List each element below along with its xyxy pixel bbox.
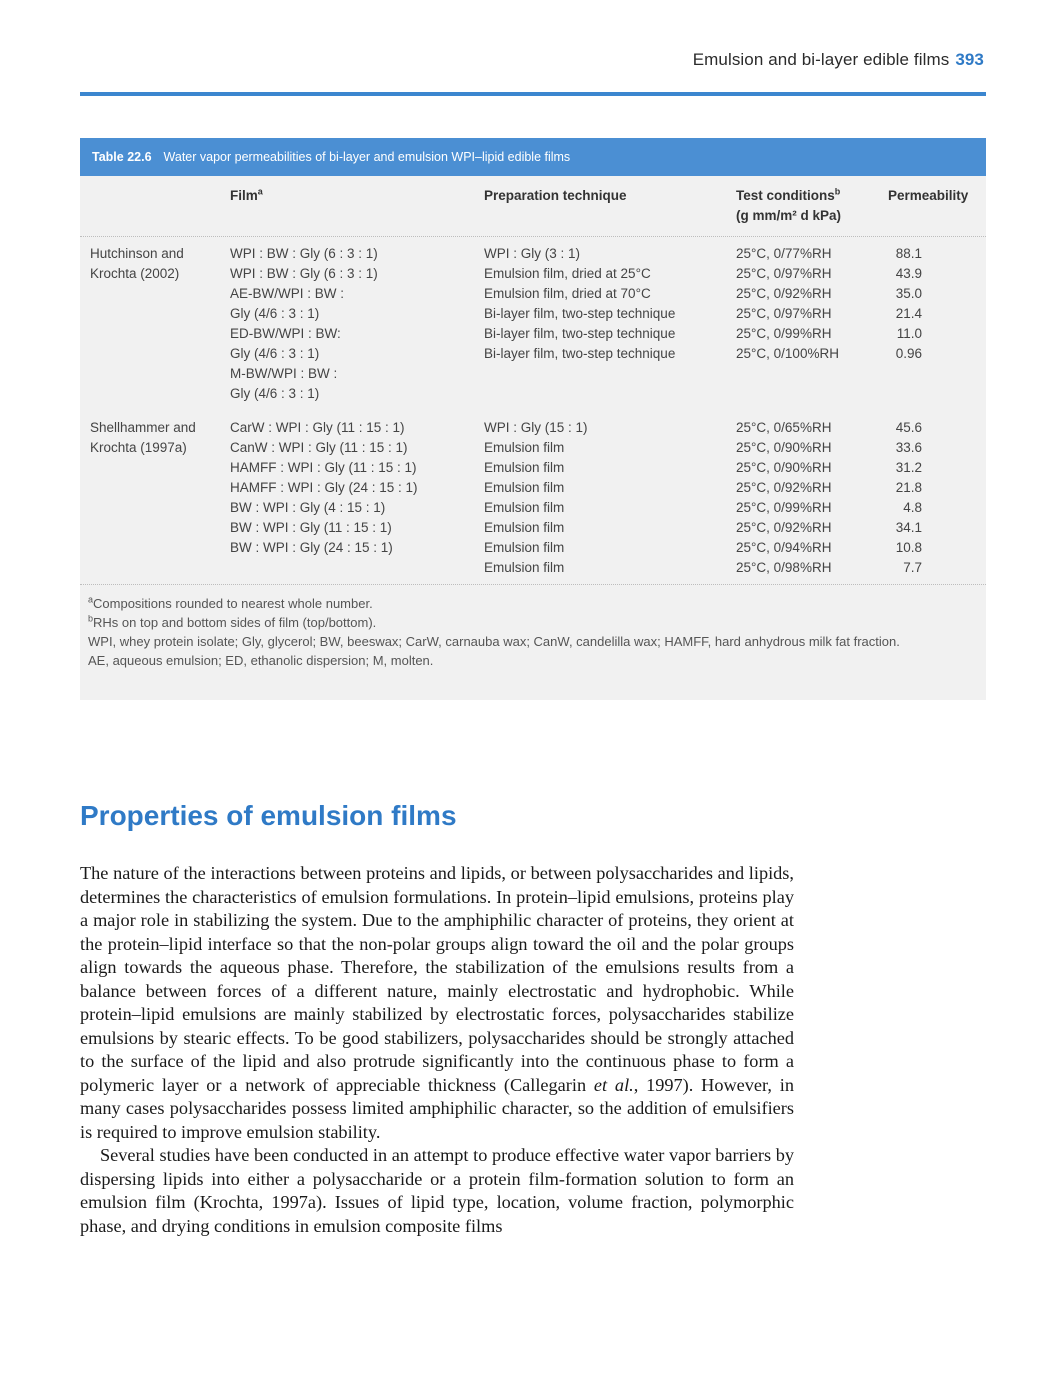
table-label: Table 22.6 [92,150,152,164]
technique-line: Emulsion film [484,480,565,495]
film-line: BW : WPI : Gly (11 : 15 : 1) [230,520,392,535]
conditions-line: 25°C, 0/97%RH [736,306,832,321]
technique-cell [484,244,675,364]
conditions-line: 25°C, 0/92%RH [736,286,832,301]
film-line: WPI : BW : Gly (6 : 3 : 1) [230,266,378,281]
conditions-line: 25°C, 0/92%RH [736,520,832,535]
conditions-line: 25°C, 0/92%RH [736,480,832,495]
permeability-value: 35.0 [895,286,922,301]
source-line: Krochta (1997a) [90,440,187,455]
permeability-value: 34.1 [895,520,922,535]
permeability-value: 0.96 [895,346,922,361]
film-line: Gly (4/6 : 3 : 1) [230,386,320,401]
table-notes [88,594,968,670]
permeability-value: 33.6 [895,440,922,455]
conditions-line: 25°C, 0/99%RH [736,326,832,341]
film-line: Gly (4/6 : 3 : 1) [230,346,320,361]
table-caption [80,138,986,176]
film-line: ED-BW/WPI : BW: [230,326,341,341]
section-heading: Properties of emulsion films [80,800,457,831]
footnote-a: $^a$Compositions rounded to nearest whole number. [88,594,373,611]
film-cell [230,244,378,404]
conditions-line: 25°C, 0/100%RH [736,346,839,361]
permeability-value: 7.7 [903,560,922,575]
technique-line: Emulsion film, dried at 25°C [484,266,651,281]
conditions-cell [736,418,831,578]
header-conditions: Test conditions$^b$ [736,186,841,203]
header-film: Film$^a$ [230,186,263,203]
conditions-line: 25°C, 0/94%RH [736,540,832,555]
technique-line: Emulsion film [484,560,565,575]
conditions-line: 25°C, 0/77%RH [736,246,832,261]
film-line: BW : WPI : Gly (4 : 15 : 1) [230,500,386,515]
source-cell [90,418,196,458]
table-22-6 [80,138,986,700]
header-technique: Preparation technique [484,188,627,203]
permeability-value: 21.4 [895,306,922,321]
technique-cell [484,418,588,578]
source-line: Shellhammer and [90,420,196,435]
technique-line: Emulsion film [484,520,565,535]
permeability-value: 43.9 [895,266,922,281]
table-title: Water vapor permeabilities of bi-layer and emulsion WPI–lipid edible films [163,150,571,164]
conditions-line: 25°C, 0/99%RH [736,500,832,515]
body-text [80,862,794,1238]
paragraph: Several studies have been conducted in an attempt to produce effective water vapor barriers by dispersing lipids into either a polysaccharide or a protein film-formation solution to form an emulsion film (Krochta, 1997a). Issues of lipid type, location, volume fraction, polymorphic phase, and drying conditions in emulsion composite films [80,1145,794,1236]
conditions-line: 25°C, 0/90%RH [736,440,832,455]
source-cell [90,244,184,284]
technique-line: WPI : Gly (3 : 1) [484,246,581,261]
technique-line: Bi-layer film, two-step technique [484,306,676,321]
technique-line: Bi-layer film, two-step technique [484,326,676,341]
film-line: CanW : WPI : Gly (11 : 15 : 1) [230,440,408,455]
technique-line: Bi-layer film, two-step technique [484,346,676,361]
film-line: CarW : WPI : Gly (11 : 15 : 1) [230,420,405,435]
header-rule [80,92,986,96]
film-line: Gly (4/6 : 3 : 1) [230,306,320,321]
technique-line: Emulsion film, dried at 70°C [484,286,651,301]
technique-line: Emulsion film [484,460,565,475]
permeability-value: 11.0 [896,326,922,341]
page-number: 393 [955,50,984,69]
film-line: BW : WPI : Gly (24 : 15 : 1) [230,540,393,555]
permeability-value: 21.8 [895,480,922,495]
header-divider [80,236,986,237]
film-cell [230,418,418,558]
permeability-value: 10.8 [895,540,922,555]
film-line: HAMFF : WPI : Gly (24 : 15 : 1) [230,480,418,495]
conditions-line: 25°C, 0/90%RH [736,460,832,475]
conditions-line: 25°C, 0/65%RH [736,420,832,435]
permeability-value: 4.8 [903,500,922,515]
permeability-cell [870,418,922,578]
abbreviations-note: WPI, whey protein isolate; Gly, glycerol; BW, beeswax; CarW, carnauba wax; CanW, candelilla wax; HAMFF, hard anhydrous milk fat fraction. [88,634,900,649]
table-header-row [80,176,986,236]
technique-line: Emulsion film [484,500,565,515]
permeability-value: 88.1 [895,246,922,261]
permeability-cell [870,244,922,364]
abbreviations-note-2: AE, aqueous emulsion; ED, ethanolic dispersion; M, molten. [88,653,434,668]
notes-divider [80,584,986,585]
permeability-value: 45.6 [895,420,922,435]
conditions-cell [736,244,839,364]
header-permeability: Permeability [888,188,969,203]
film-line: HAMFF : WPI : Gly (11 : 15 : 1) [230,460,417,475]
paragraph: The nature of the interactions between proteins and lipids, or between polysaccharides and lipids, determines the characteristics of emulsion formulations. In protein–lipid emulsions, proteins play a major role in stabilizing the system. Due to the amphiphilic character of proteins, they orient at the protein–lipid interface so that the non-polar groups align toward the oil and the polar groups align towards the aqueous phase. Therefore, the stabilization of the emulsions results from a balance between forces of a different nature, mainly electrostatic and hydrophobic. While protein–lipid emulsions are mainly stabilized by electrostatic forces, polysaccharides stabilize emulsions by stearic effects. To be good stabilizers, polysaccharides should be strongly attached to the surface of the lipid and also protrude significantly into the continuous phase to form a polymeric layer or a network of appreciable thickness (Callegarin et al., 1997). However, in many cases polysaccharides possess limited amphiphilic character, so the addition of emulsifiers is required to improve emulsion stability. [80,863,794,1142]
technique-line: WPI : Gly (15 : 1) [484,420,588,435]
technique-line: Emulsion film [484,540,565,555]
film-line: AE-BW/WPI : BW : [230,286,344,301]
conditions-line: 25°C, 0/97%RH [736,266,832,281]
source-line: Krochta (2002) [90,266,180,281]
conditions-line: 25°C, 0/98%RH [736,560,832,575]
table-group [80,244,986,409]
table-group [80,418,986,583]
running-head-title: Emulsion and bi-layer edible films [692,50,950,69]
permeability-value: 31.2 [895,460,922,475]
footnote-b: $^b$RHs on top and bottom sides of film (top/bottom). [88,613,377,630]
header-conditions-units: (g mm/m² d kPa) [736,208,842,223]
film-line: WPI : BW : Gly (6 : 3 : 1) [230,246,378,261]
source-line: Hutchinson and [90,246,184,261]
running-head [693,50,984,70]
film-line: M-BW/WPI : BW : [230,366,338,381]
technique-line: Emulsion film [484,440,565,455]
